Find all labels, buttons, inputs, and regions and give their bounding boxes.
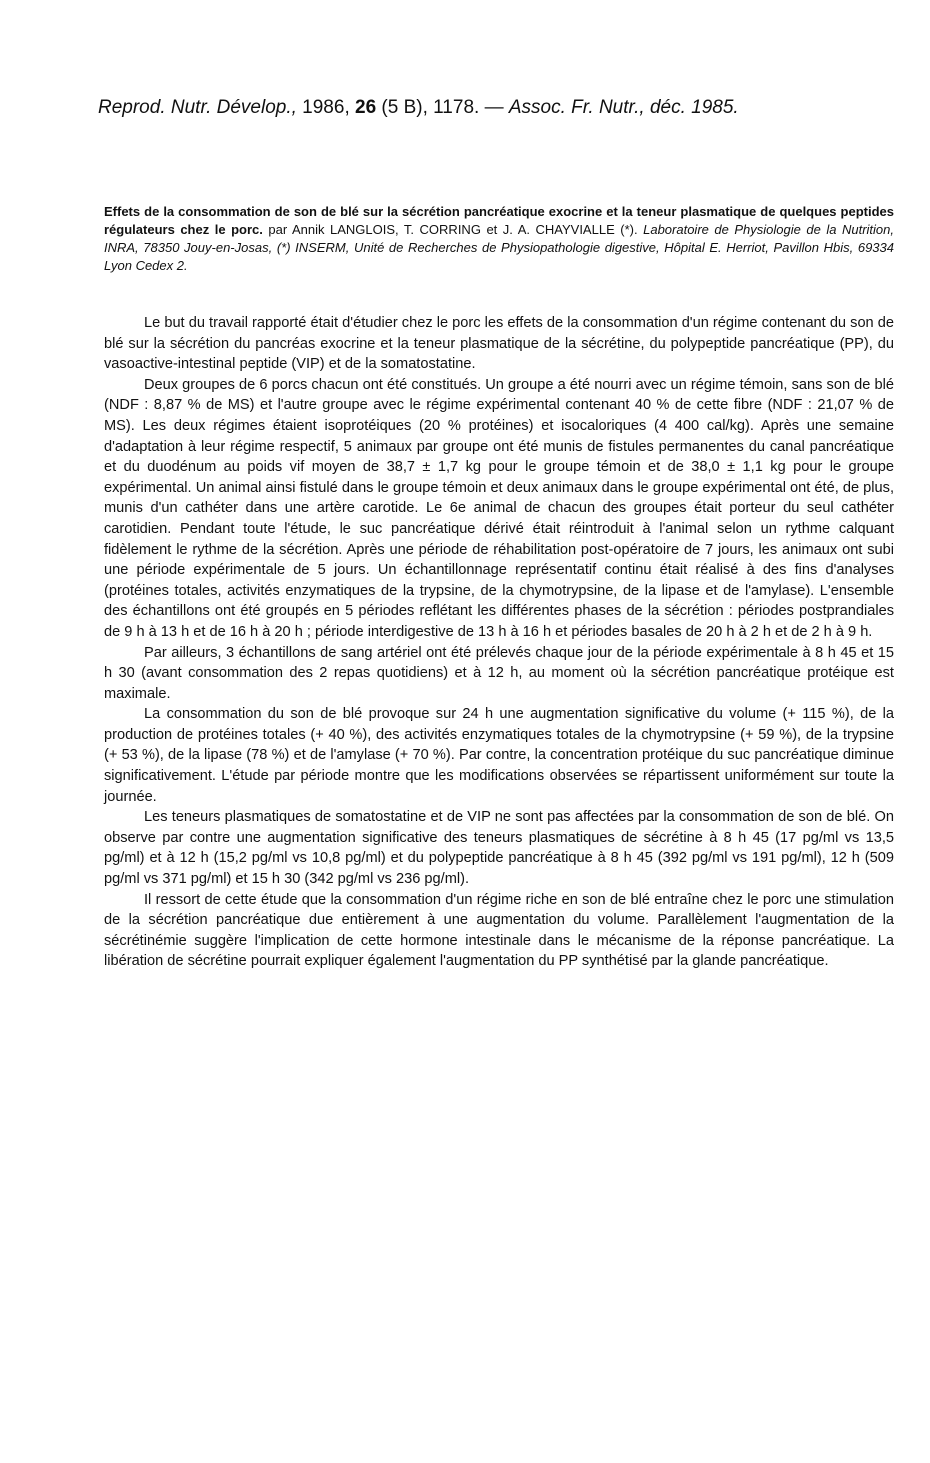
article-body bbox=[104, 313, 894, 972]
article-heading bbox=[104, 203, 894, 275]
article-title: Effets de la consommation de son de blé sur la sécrétion pancréatique exocrine et la teneur plasmatique de quelques peptides régulateurs chez le porc. bbox=[104, 204, 894, 237]
running-header bbox=[98, 96, 858, 120]
journal-year: 1986, bbox=[302, 97, 350, 118]
paragraph: La consommation du son de blé provoque sur 24 h une augmentation significative du volume (+ 115 %), de la production de protéines totales (+ 40 %), des activités enzymatiques totales de la chymotrypsine (+ 59 %), de la trypsine (+ 53 %), de la lipase (78 %) et de l'amylase (+ 70 %). Par contre, la concentration protéique du suc pancréatique diminue significativement. L'étude par période montre que les modifications observées se répartissent uniformément sur toute la journée. bbox=[104, 706, 894, 805]
paragraph: Le but du travail rapporté était d'étudier chez le porc les effets de la consommation d'un régime contenant du son de blé sur la sécrétion du pancréas exocrine et la teneur plasmatique de la sécrétine, du polypeptide pancréatique (PP), du vasoactive-intestinal peptide (VIP) et de la somatostatine. bbox=[104, 315, 894, 373]
journal-name: Reprod. Nutr. Dévelop., bbox=[98, 97, 297, 118]
journal-issue-page: (5 B), 1178. — bbox=[381, 97, 504, 118]
journal-source: Assoc. Fr. Nutr., déc. 1985. bbox=[508, 97, 739, 118]
journal-volume: 26 bbox=[355, 97, 377, 118]
paragraph: Il ressort de cette étude que la consommation d'un régime riche en son de blé entraîne chez le porc une stimulation de la sécrétion pancréatique due entièrement à une augmentation du volume. Parallèlement l'augmentation de la sécrétinémie suggère l'implication de cette hormone intestinale dans le mécanisme de la réponse pancréatique. La libération de sécrétine pourrait expliquer également l'augmentation du PP synthétisé par la glande pancréatique. bbox=[104, 891, 894, 970]
paragraph: Les teneurs plasmatiques de somatostatine et de VIP ne sont pas affectées par la consommation de son de blé. On observe par contre une augmentation significative des teneurs plasmatiques de sécrétine à 8 h 45 (17 pg/ml vs 13,5 pg/ml) et à 12 h (15,2 pg/ml vs 10,8 pg/ml) et du polypeptide pancréatique à 8 h 45 (392 pg/ml vs 191 pg/ml), 12 h (509 pg/ml vs 371 pg/ml) et 15 h 30 (342 pg/ml vs 236 pg/ml). bbox=[104, 809, 894, 888]
article-affiliation: Laboratoire de Physiologie de la Nutrition, INRA, 78350 Jouy-en-Josas, (*) INSERM, Unité de Recherches de Physiopathologie digestive, Hôpital E. Herriot, Pavillon Hbis, 69334 Lyon Cedex 2. bbox=[104, 222, 894, 273]
paragraph: Par ailleurs, 3 échantillons de sang artériel ont été prélevés chaque jour de la période expérimentale à 8 h 45 et 15 h 30 (avant consommation des 2 repas quotidiens) et à 12 h, au moment où la sécrétion pancréatique protéique est maximale. bbox=[104, 644, 894, 702]
paragraph: Deux groupes de 6 porcs chacun ont été constitués. Un groupe a été nourri avec un régime témoin, sans son de blé (NDF : 8,87 % de MS) et l'autre groupe avec le régime expérimental contenant 40 % de cette fibre (NDF : 21,07 % de MS). Les deux régimes étaient isoprotéiques (20 % protéines) et isocaloriques (4 400 cal/kg). Après une semaine d'adaptation à leur régime respectif, 5 animaux par groupe ont été munis de fistules permanentes du canal pancréatique et du duodénum au poids vif moyen de 38,7 ± 1,7 kg pour le groupe témoin et de 38,0 ± 1,1 kg pour le groupe expérimental. Un animal ainsi fistulé dans le groupe témoin et deux animaux dans le groupe expérimental ont été, de plus, munis d'un cathéter dans une artère carotide. Le 6e animal de chacun des groupes était porteur du seul cathéter carotidien. Pendant toute l'étude, le suc pancréatique dérivé était réintroduit à l'animal selon un rythme calquant fidèlement le rythme de la sécrétion. Après une période de réhabilitation post-opératoire de 7 jours, les animaux ont subi une période expérimentale de 5 jours. Un échantillonnage représentatif continu était réalisé à des fins d'analyses (protéines totales, activités enzymatiques de la trypsine, de la chymotrypsine, de la lipase et de l'amylase). L'ensemble des échantillons ont été groupés en 5 périodes reflétant les différentes phases de la sécrétion : périodes postprandiales de 9 h à 13 h et de 16 h à 20 h ; période interdigestive de 13 h à 16 h et périodes basales de 20 h à 2 h et de 2 h à 9 h. bbox=[104, 376, 894, 640]
article-authors: par Annik LANGLOIS, T. CORRING et J. A. CHAYVIALLE (*). bbox=[268, 222, 638, 237]
